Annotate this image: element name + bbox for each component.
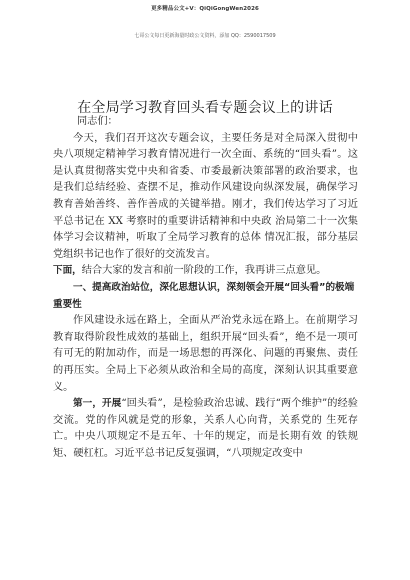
paragraph-lead: 下面，	[53, 265, 82, 277]
paragraph-section-intro	[53, 313, 358, 396]
paragraph-opening	[53, 131, 358, 264]
paragraph-transition	[53, 263, 358, 280]
salutation: 同志们：	[77, 116, 118, 127]
section-heading: 一、提高政治站位，深化思想认识，深刻领会开展“回头看”的极端重要性	[53, 281, 355, 310]
paragraph-lead: 第一，开展	[73, 398, 122, 410]
header-note: 七哥公文每日更新海量时政公文资料，添加 QQ：2590017509	[134, 33, 276, 39]
document-title: 在全局学习教育回头看专题会议上的讲话	[77, 100, 333, 116]
paragraph-text: 作风建设永远在路上，全面从严治党永远在路上。在前期学习教育取得阶段性成效的基础上，组织开展“回头看”，绝不是一项可有可无的附加动作，而是一场思想的再深化、问题的再聚焦、责任的再压实。全局上下必须从政治和全局的高度，深刻认识其重要意义。	[53, 315, 358, 393]
document-body	[53, 114, 358, 462]
top-watermark: 更多精品公文+V：QiQiGongWen2026	[151, 6, 259, 12]
paragraph-text: 结合大家的发言和前一阶段的工作，我再讲三点意见。	[81, 265, 327, 277]
paragraph-text: “回头看”，是检验政治忠诚、践行“两个维护”的经验交流。党的作风就是党的形象，关系人心向背，关系党的 生死存亡。中央八项规定不是五年、十年的规定，而是长期有效 的铁规矩、硬杠杠。习近平总书记反复强调，“八项规定改变中	[53, 398, 358, 459]
paragraph-text: 今天，我们召开这次专题会议，主要任务是对全局深入贯彻中央八项规定精神学习教育情况进行一次全面、系统的“回头看”。这是认真贯彻落实党中央和省委、市委最新决策部署的政治要求，也是我们总结经验、查摆不足，推动作风建设向纵深发展，确保学习教育善始善终、善作善成的关键举措。刚才，我们传达学习了习近平总书记在 XX 考察时的重要讲话精神和中央政 治局第二十一次集体学习会议精神，听取了全局学习教育的总体 情况汇报，部分基层党组织书记也作了很好的交流发言。	[53, 132, 358, 260]
paragraph-point-one	[53, 396, 358, 462]
